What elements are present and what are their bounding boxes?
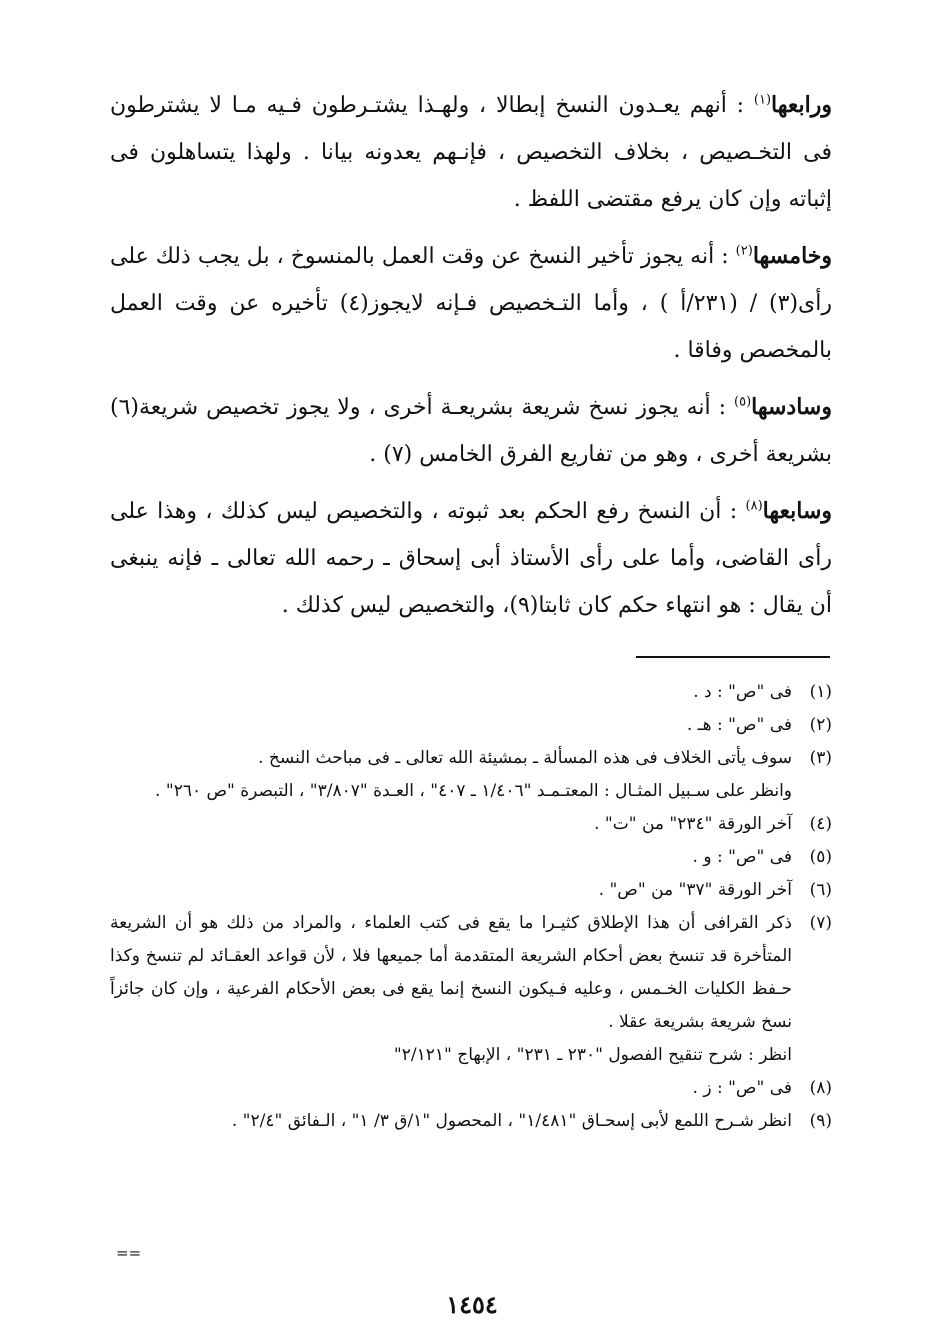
footnote bbox=[110, 676, 832, 709]
footnote-text bbox=[110, 1072, 792, 1105]
footnote-text bbox=[110, 841, 792, 874]
footnote-text bbox=[110, 709, 792, 742]
footnote-text bbox=[110, 907, 792, 1072]
footnote-number: (٤) bbox=[809, 814, 832, 834]
footnote-text bbox=[110, 676, 792, 709]
footnote-line: ذكر القرافى أن هذا الإطلاق كثيـرا ما يقع فى كتب العلماء ، والمراد من ذلك هو أن الشريعة المتأخرة قد تنسخ بعض أحكام الشريعة المتقدمة أما جميعها فلا ، لأن قواعد العقـائد لم تنسخ وكذا حـفظ الكليات الخـمس ، وعليه فـيكون النسخ إنما يقع فى بعض الأحكام الفرعية ، وإن كان جائزاً نسخ شريعة بشريعة عقلا . bbox=[110, 913, 792, 1032]
paragraph-lead: ورابعها bbox=[771, 92, 832, 118]
footnote-number: (٥) bbox=[809, 847, 832, 867]
paragraph bbox=[110, 233, 832, 374]
paragraph bbox=[110, 82, 832, 223]
footnote-line: فى "ص" : د . bbox=[693, 682, 792, 702]
footnote-separator bbox=[636, 656, 830, 658]
footnote-line: وانظر على سـبيل المثـال : المعتـمـد "١/٤٠٦ ـ ٤٠٧" ، العـدة "٣/٨٠٧" ، التبصرة "ص ٢٦٠" . bbox=[155, 781, 792, 801]
footnote-number: (١) bbox=[809, 682, 832, 702]
paragraph-text: : أنه يجوز نسخ شريعة بشريعـة أخرى ، ولا يجوز تخصيص شريعة(٦) بشريعة أخرى ، وهو من تفاريع الفرق الخامس (٧) . bbox=[110, 395, 832, 467]
footnote-line: آخر الورقة "٣٧" من "ص" . bbox=[598, 880, 792, 900]
footnote bbox=[110, 1105, 832, 1138]
paragraph-lead: وسابعها bbox=[762, 498, 832, 524]
footnote-line: آخر الورقة "٢٣٤" من "ت" . bbox=[594, 814, 792, 834]
footnote-text bbox=[110, 1105, 792, 1138]
footnote-ref[interactable]: (٥) bbox=[734, 394, 752, 410]
footnote bbox=[110, 808, 832, 841]
footnote bbox=[110, 742, 832, 808]
footnotes bbox=[110, 676, 832, 1138]
main-text bbox=[110, 82, 832, 639]
continuation-mark: == bbox=[116, 1244, 142, 1262]
footnote bbox=[110, 874, 832, 907]
footnote-line: فى "ص" : و . bbox=[692, 847, 792, 867]
footnote-text bbox=[110, 874, 792, 907]
footnote bbox=[110, 709, 832, 742]
footnote-ref[interactable]: (٢) bbox=[735, 243, 753, 259]
footnote-number: (٣) bbox=[809, 748, 832, 768]
paragraph-text: : أنه يجوز تأخير النسخ عن وقت العمل بالمنسوخ ، بل يجب ذلك على رأى(٣) / (٢٣١/أ ) ، وأما التـخصيص فـإنه لايجوز(٤) تأخيره عن وقت العمل بالمخصص وفاقا . bbox=[110, 244, 832, 363]
footnote-number: (٨) bbox=[809, 1078, 832, 1098]
footnote-ref[interactable]: (٨) bbox=[745, 498, 763, 514]
footnote-ref[interactable]: (١) bbox=[753, 92, 772, 108]
paragraph-lead: وخامسها bbox=[752, 243, 832, 269]
footnote-number: (٢) bbox=[809, 715, 832, 735]
footnote-line: انظر شـرح اللمع لأبى إسحـاق "١/٤٨١" ، المحصول "١/ق ٣/ ١" ، الـفائق "٢/٤" . bbox=[231, 1111, 792, 1131]
paragraph bbox=[110, 488, 832, 629]
footnote-line: سوف يأتى الخلاف فى هذه المسألة ـ بمشيئة الله تعالى ـ فى مباحث النسخ . bbox=[258, 748, 792, 768]
footnote-line: فى "ص" : ز . bbox=[692, 1078, 792, 1098]
footnote-number: (٩) bbox=[809, 1111, 832, 1131]
footnote bbox=[110, 1072, 832, 1105]
paragraph-text: : أن النسخ رفع الحكم بعد ثبوته ، والتخصيص ليس كذلك ، وهذا على رأى القاضى، وأما على رأى الأستاذ أبى إسحاق ـ رحمه الله تعالى ـ فإنه ينبغى أن يقال : هو انتهاء حكم كان ثابتا(٩)، والتخصيص ليس كذلك . bbox=[110, 499, 832, 618]
footnote bbox=[110, 841, 832, 874]
footnote-number: (٦) bbox=[809, 880, 832, 900]
footnote-text bbox=[110, 808, 792, 841]
footnote bbox=[110, 907, 832, 1072]
footnote-line: فى "ص" : هـ . bbox=[686, 715, 792, 735]
footnote-text bbox=[110, 742, 792, 808]
paragraph bbox=[110, 384, 832, 478]
paragraph-lead: وسادسها bbox=[751, 394, 832, 420]
paragraph-text: : أنهم يعـدون النسخ إبطالا ، ولهـذا يشتـرطون فـيه مـا لا يشترطون فى التخـصيص ، بخلاف التخصيص ، فإنـهم يعدونه بيانا . ولهذا يتساهلون فى إثباته وإن كان يرفع مقتضى اللفظ . bbox=[110, 93, 832, 212]
footnote-line: انظر : شرح تنقيح الفصول "٢٣٠ ـ ٢٣١" ، الإبهاج "٢/١٢١" bbox=[393, 1045, 792, 1065]
page-number: ١٤٥٤ bbox=[446, 1290, 498, 1319]
footnote-number: (٧) bbox=[809, 913, 832, 933]
